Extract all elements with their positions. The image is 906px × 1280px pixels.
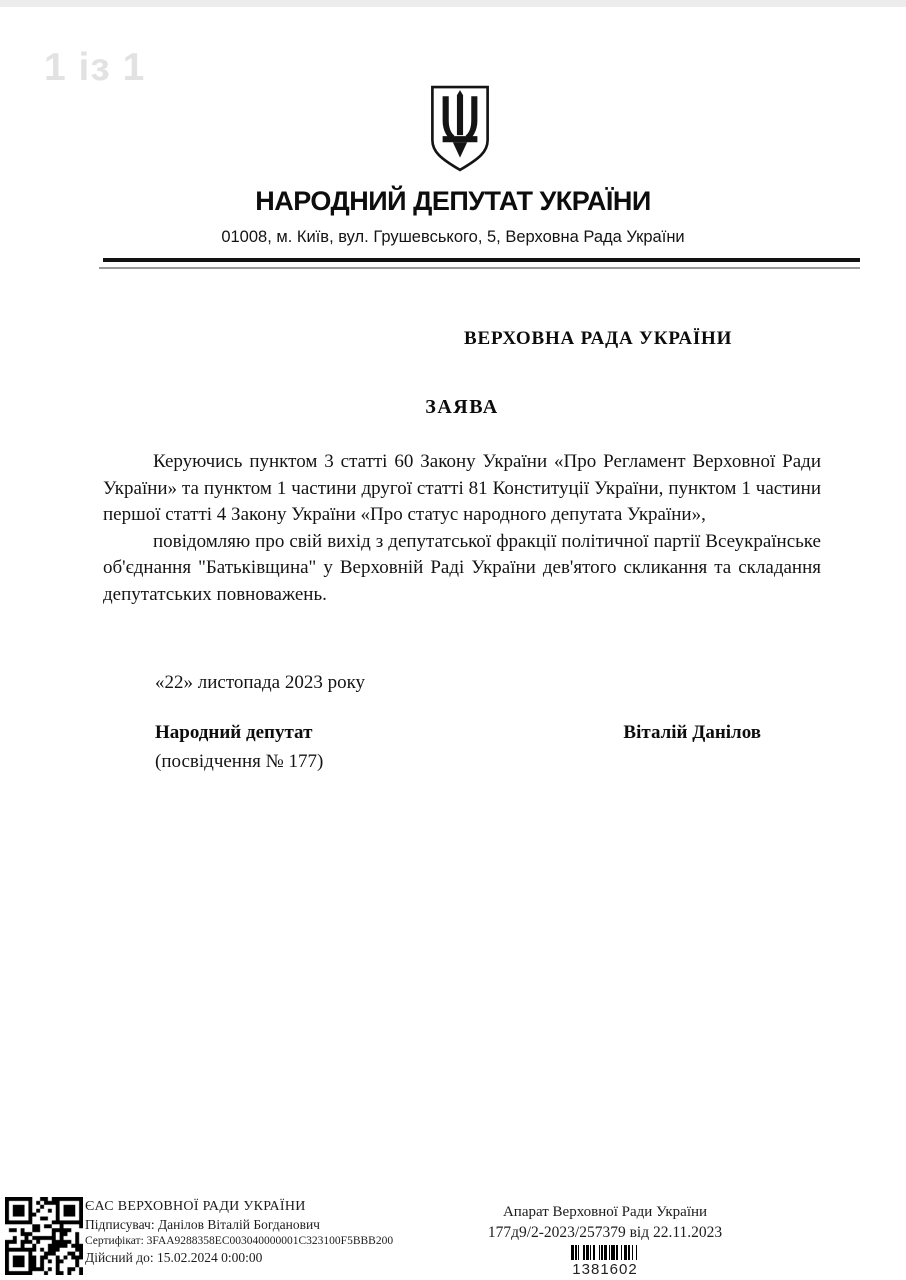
document-body (103, 449, 821, 608)
document-heading: ЗАЯВА (425, 396, 499, 418)
letterhead-rule-thick (103, 258, 860, 262)
letterhead-address: 01008, м. Київ, вул. Грушевського, 5, Верховна Рада України (221, 228, 685, 246)
body-paragraph: Керуючись пунктом 3 статті 60 Закону України «Про Регламент Верховної Ради України» та пунктом 1 частини другої статті 81 Конституції України, пунктом 1 частини першої статті 4 Закону України «Про статус народного депутата України», (103, 451, 821, 525)
page-indicator: 1 із 1 (44, 46, 146, 89)
letterhead-title: НАРОДНИЙ ДЕПУТАТ УКРАЇНИ (255, 186, 651, 216)
body-paragraph: повідомляю про свій вихід з депутатської фракції політичної партії Всеукраїнське об'єднання "Батьківщина" у Верховній Раді України дев'ятого скликання та складання депутатських повноважень. (103, 530, 821, 605)
signature-block (155, 722, 761, 773)
barcode-icon (445, 1245, 765, 1260)
digital-signature-block (85, 1199, 445, 1266)
signer-position: Народний депутат (155, 722, 313, 743)
letterhead-rule-thin (99, 267, 860, 269)
page-top-edge (0, 0, 906, 7)
date-line: «22» листопада 2023 року (155, 672, 366, 693)
qr-code-icon (5, 1197, 83, 1275)
stamp-registration-number: 177д9/2-2023/257379 від 22.11.2023 (487, 1224, 723, 1241)
esign-valid-until: Дійсний до: 15.02.2024 0:00:00 (85, 1250, 263, 1265)
signer-name: Віталій Данілов (623, 722, 761, 743)
esign-certificate: Сертифікат: 3FAA9288358EC003040000001C323100F5BBB200 (85, 1235, 394, 1247)
barcode-number: 1381602 (572, 1261, 638, 1278)
esign-system: ЄАС ВЕРХОВНОЇ РАДИ УКРАЇНИ (85, 1199, 306, 1214)
esign-signer: Підписувач: Данілов Віталій Богданович (85, 1217, 320, 1232)
registration-stamp (445, 1204, 765, 1278)
recipient-line: ВЕРХОВНА РАДА УКРАЇНИ (464, 328, 733, 349)
signer-credential: (посвідчення № 177) (155, 751, 324, 772)
signature-left (155, 722, 323, 773)
stamp-office: Апарат Верховної Ради України (502, 1204, 708, 1220)
trident-emblem-icon (427, 84, 493, 174)
